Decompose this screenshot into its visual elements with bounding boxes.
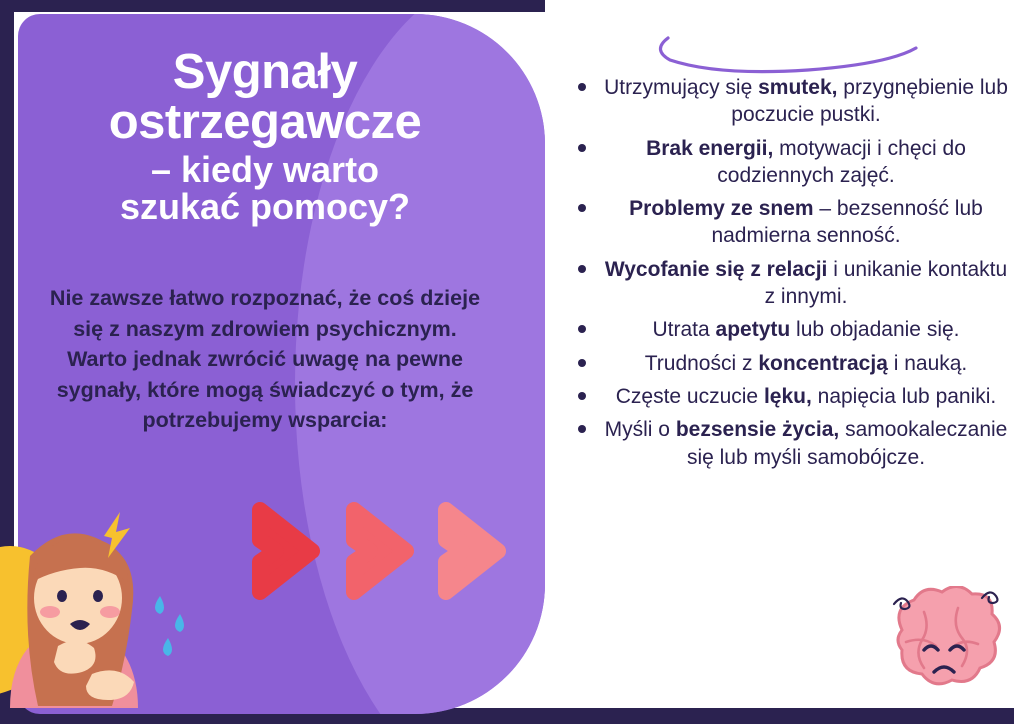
list-item	[568, 135, 1012, 190]
intro-paragraph: Nie zawsze łatwo rozpoznać, że coś dzieje się z naszym zdrowiem psychicznym. Warto jednak zwrócić uwagę na pewne sygnały, które mogą świadczyć o tym, że potrzebujemy wsparcia:	[49, 286, 481, 433]
title-line-3: – kiedy warto	[150, 148, 380, 190]
list-item-post: samookaleczanie się lub myśli samobójcze.	[686, 418, 1008, 469]
frame-strip-right	[1014, 0, 1024, 724]
list-item-bold: bezsensie życia,	[675, 418, 840, 442]
list-item-pre: Utrata	[652, 318, 716, 342]
list-item-post: i nauką.	[887, 351, 968, 375]
list-item	[568, 316, 1012, 343]
list-item-post: motywacji i chęci do codziennych zajęć.	[717, 136, 966, 187]
list-item-post: napięcia lub paniki.	[811, 384, 997, 408]
list-item	[568, 74, 1012, 129]
list-item-post: przygnębienie lub poczucie pustki.	[731, 76, 1008, 127]
title-line-1: Sygnały	[172, 45, 358, 99]
list-item-bold: Problemy ze snem	[629, 197, 814, 221]
bullet-dot-icon	[578, 325, 586, 333]
list-item-post: lub objadanie się.	[790, 318, 960, 342]
bullet-dot-icon	[578, 204, 586, 212]
bullet-dot-icon	[578, 359, 586, 367]
chevron-right-icon-3	[432, 496, 542, 606]
list-item	[568, 416, 1012, 471]
list-item-pre: Częste uczucie	[615, 384, 764, 408]
bullet-dot-icon	[578, 265, 586, 273]
bullet-dot-icon	[578, 425, 586, 433]
page-title	[40, 45, 490, 227]
list-item-bold: koncentracją	[758, 351, 888, 375]
warning-signs-list	[568, 74, 1012, 477]
bullet-dot-icon	[578, 83, 586, 91]
list-item	[568, 256, 1012, 311]
list-item-pre: Myśli o	[604, 418, 676, 442]
bullet-dot-icon	[578, 392, 586, 400]
dizzy-brain-illustration	[878, 586, 1008, 706]
title-line-4: szukać pomocy?	[119, 185, 411, 227]
list-item-post: i unikanie kontaktu z innymi.	[764, 257, 1008, 309]
list-item	[568, 383, 1012, 410]
list-item-bold: Brak energii,	[646, 136, 774, 160]
list-item-pre: Utrzymujący się	[604, 76, 759, 99]
list-item-pre: Trudności z	[644, 351, 759, 375]
list-item-post: – bezsenność lub nadmierna senność.	[711, 197, 983, 248]
frame-strip-top	[0, 0, 545, 12]
worried-girl-illustration	[0, 478, 230, 708]
list-item-bold: lęku,	[763, 384, 812, 408]
list-item-bold: Wycofanie się z relacji	[604, 257, 828, 281]
list-item-bold: smutek,	[758, 76, 838, 99]
title-line-2: ostrzegawcze	[108, 94, 422, 149]
list-item-bold: apetytu	[715, 318, 791, 342]
bullet-dot-icon	[578, 144, 586, 152]
list-item	[568, 195, 1012, 250]
list-item	[568, 350, 1012, 377]
